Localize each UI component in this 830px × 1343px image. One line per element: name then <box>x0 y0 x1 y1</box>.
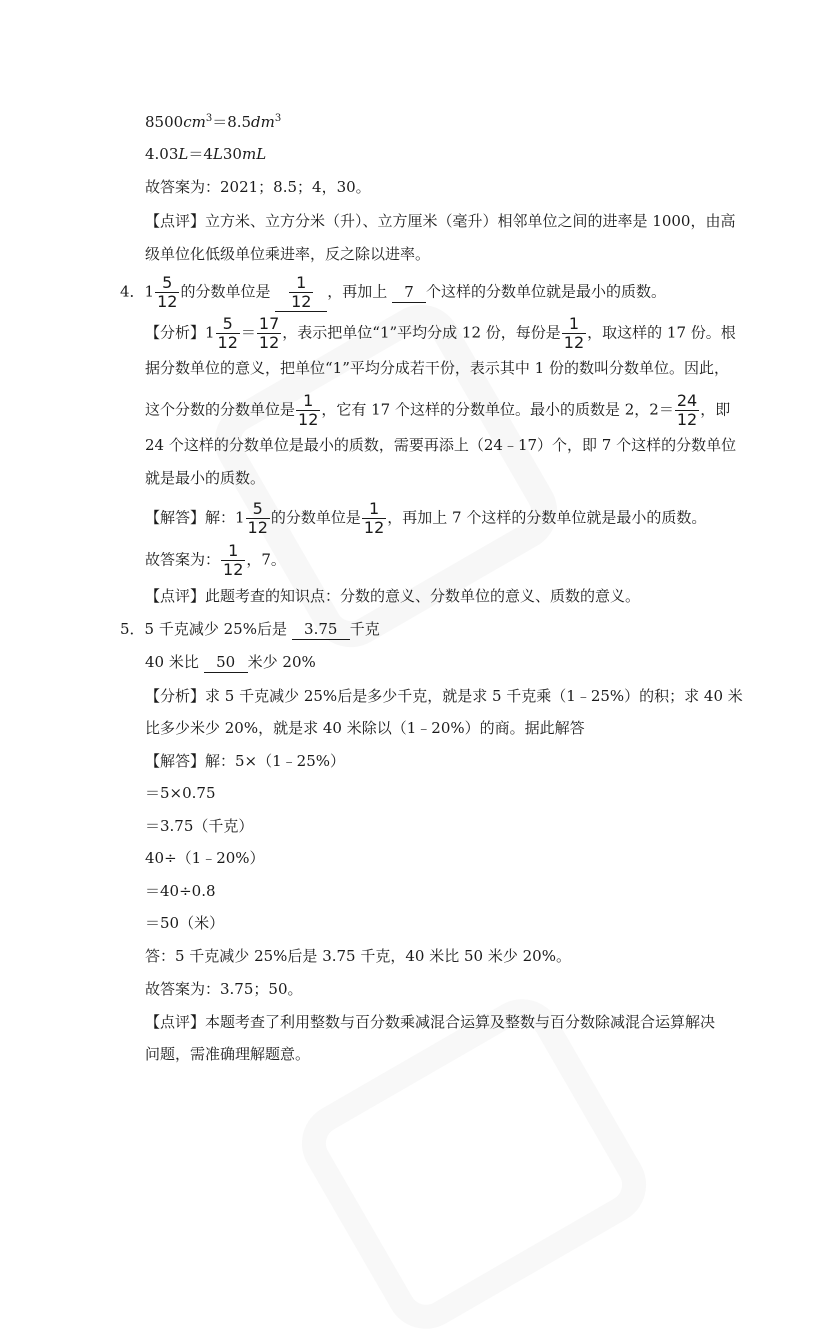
review-line-1: 【点评】本题考查了利用整数与百分数乘减混合运算及整数与百分数除减混合运算解决 <box>145 1013 716 1031</box>
analysis-line-5: 就是最小的质数。 <box>145 469 266 487</box>
watermark-logo-bottom <box>287 985 660 1343</box>
fraction: $\frac{24}{12}$ <box>676 391 698 429</box>
solution-line-4: 40÷（1﹣20%） <box>145 849 265 867</box>
solution-line-6: ＝50（米） <box>145 914 225 932</box>
solution-line: 【解答】解：1 $\frac{5}{12}$ 的分数单位是 $\frac{1}{12}$ ，再加上 7 个这样的分数单位就是最小的质数。 <box>145 499 707 537</box>
analysis-line-1: 【分析】求 5 千克减少 25%后是多少千克，就是求 5 千克乘（1﹣25%）的积；求 40 米 <box>145 687 743 705</box>
review-line-2: 问题，需准确理解题意。 <box>145 1045 311 1063</box>
fraction: $\frac{5}{12}$ <box>157 273 178 311</box>
solution-line-2: ＝5×0.75 <box>145 784 216 802</box>
review-line: 【点评】立方米、立方分米（升）、立方厘米（毫升）相邻单位之间的进率是 1000，由高 <box>145 212 736 230</box>
answer-blank-2: 7 <box>392 282 426 303</box>
analysis-line-1: 【分析】1 $\frac{5}{12}$ ＝ $\frac{17}{12}$ ，表示把单位“1”平均分成 12 份，每份是 $\frac{1}{12}$ ，取这样的 17 份。根 <box>145 314 736 352</box>
solution-line-5: ＝40÷0.8 <box>145 882 216 900</box>
solution-line-3: ＝3.75（千克） <box>145 817 254 835</box>
review-line-cont: 级单位化低级单位乘进率，反之除以进率。 <box>145 245 431 263</box>
fraction: $\frac{1}{12}$ <box>298 391 319 429</box>
question-4: 4．1 $\frac{5}{12}$ 的分数单位是 $\frac{1}{12}$ ，再加上 7 个这样的分数单位就是最小的质数。 <box>120 273 667 311</box>
conversion-line-capacity: 4.03L＝4L30mL <box>145 145 267 163</box>
fraction: $\frac{17}{12}$ <box>258 314 280 352</box>
fraction: $\frac{1}{12}$ <box>363 499 385 537</box>
analysis-line-2: 据分数单位的意义，把单位“1”平均分成若干份，表示其中 1 份的数叫分数单位。因此， <box>145 359 729 377</box>
solution-answer: 答：5 千克减少 25%后是 3.75 千克，40 米比 50 米少 20%。 <box>145 947 571 965</box>
analysis-line-2: 比多少米少 20%，就是求 40 米除以（1﹣20%）的商。据此解答 <box>145 719 585 737</box>
answer-line: 故答案为：3.75；50。 <box>145 980 303 998</box>
answer-blank-1 <box>275 274 327 312</box>
answer-fraction: $\frac{1}{12}$ <box>291 273 312 311</box>
analysis-line-3: 这个分数的分数单位是 $\frac{1}{12}$ ，它有 17 个这样的分数单位。最小的质数是 2，2＝ $\frac{24}{12}$ ，即 <box>145 391 731 429</box>
answer-blank-1: 3.75 <box>292 619 350 640</box>
answer-line: 故答案为：2021；8.5；4，30。 <box>145 178 371 196</box>
question-5: 5．5 千克减少 25%后是 3.75 千克 <box>120 620 380 638</box>
solution-line-1: 【解答】解：5×（1﹣25%） <box>145 752 345 770</box>
fraction: $\frac{5}{12}$ <box>217 314 238 352</box>
conversion-line-volume: $8500cm^3=8.5dm^3$ <box>145 113 282 131</box>
fraction: $\frac{5}{12}$ <box>247 499 268 537</box>
analysis-line-4: 24 个这样的分数单位是最小的质数，需要再添上（24﹣17）个，即 7 个这样的分数单位 <box>145 436 737 454</box>
answer-blank-2: 50 <box>204 652 248 673</box>
fraction: $\frac{1}{12}$ <box>563 314 585 352</box>
answer-line: 故答案为： $\frac{1}{12}$ ，7。 <box>145 541 286 579</box>
review-line: 【点评】此题考查的知识点：分数的意义、分数单位的意义、质数的意义。 <box>145 587 641 605</box>
fraction: $\frac{1}{12}$ <box>223 541 244 579</box>
question-5-part-2: 40 米比 50 米少 20% <box>145 653 316 671</box>
